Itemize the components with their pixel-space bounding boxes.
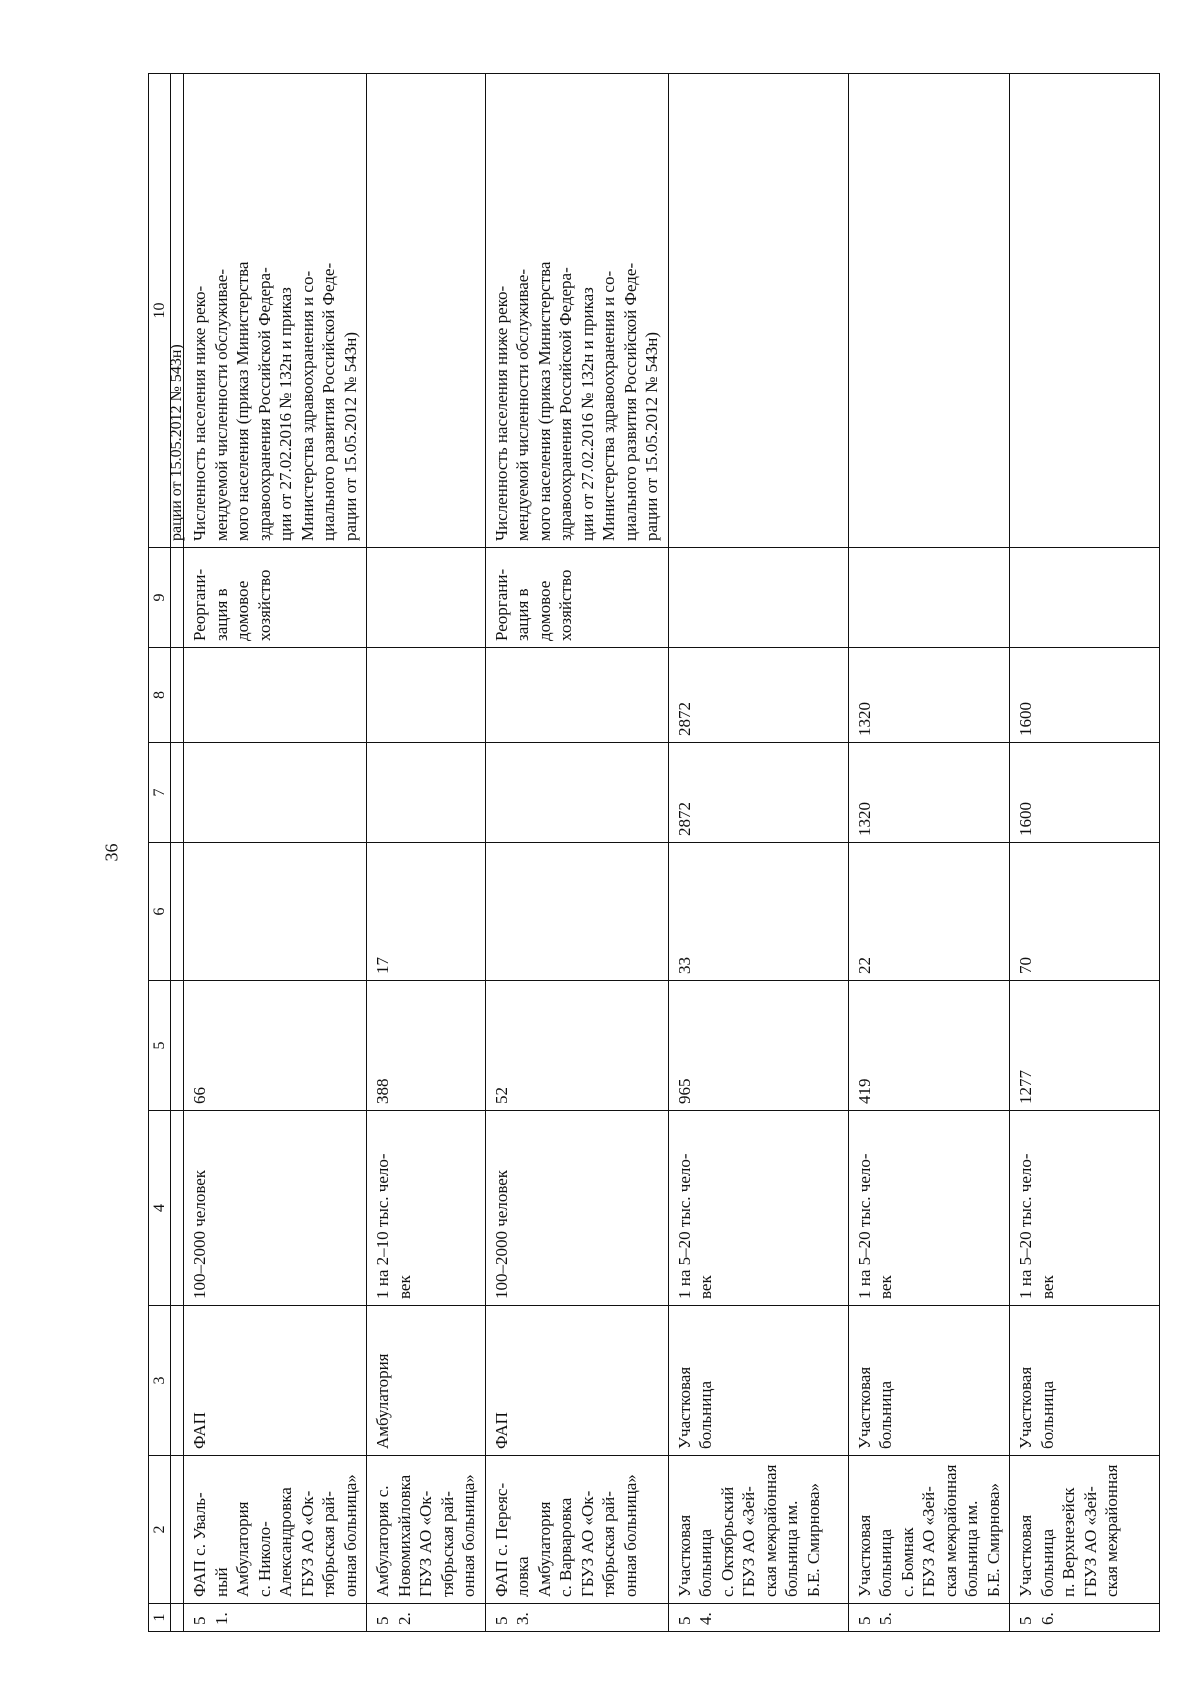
row-number: 55. <box>848 1604 1010 1632</box>
col9-action: Реоргани- зация в домовое хозяйство <box>485 548 668 648</box>
col6-value: 17 <box>367 843 486 981</box>
col8-value <box>485 648 668 743</box>
col5-value: 965 <box>668 981 848 1111</box>
table-row <box>485 74 668 1632</box>
col7-value: 1600 <box>1010 743 1160 843</box>
institution-type: Участковая больница <box>1010 1306 1160 1456</box>
header-row <box>149 74 171 1632</box>
col9-action <box>1010 548 1160 648</box>
col5-value: 1277 <box>1010 981 1160 1111</box>
institution-type: Участковая больница <box>848 1306 1010 1456</box>
table-row <box>848 74 1010 1632</box>
col9-action <box>367 548 486 648</box>
column-header: 2 <box>149 1456 171 1604</box>
col5-value: 66 <box>184 981 367 1111</box>
norm-text: 100–2000 человек <box>485 1111 668 1306</box>
col10-justification <box>1010 74 1160 548</box>
column-header: 6 <box>149 843 171 981</box>
col7-value <box>485 743 668 843</box>
institution-type: Амбулатория <box>367 1306 486 1456</box>
column-header: 1 <box>149 1604 171 1632</box>
institution-name: Участковая больница п. Верхнезейск ГБУЗ АО «Зей- ская межрайонная <box>1010 1456 1160 1604</box>
col5-value: 388 <box>367 981 486 1111</box>
col6-value: 22 <box>848 843 1010 981</box>
institution-name: ФАП с. Уваль- ный Амбулатория с. Николо- Александровка ГБУЗ АО «Ок- тябрьская рай- онная больница» <box>184 1456 367 1604</box>
column-header: 5 <box>149 981 171 1111</box>
institution-name: Амбулатория с. Новомихайловка ГБУЗ АО «Ок- тябрьская рай- онная больница» <box>367 1456 486 1604</box>
table-row <box>668 74 848 1632</box>
row-number: 54. <box>668 1604 848 1632</box>
col6-value <box>184 843 367 981</box>
table-row <box>367 74 486 1632</box>
col7-value: 2872 <box>668 743 848 843</box>
column-header: 3 <box>149 1306 171 1456</box>
institution-type: Участковая больница <box>668 1306 848 1456</box>
col5-value: 52 <box>485 981 668 1111</box>
institution-type: ФАП <box>485 1306 668 1456</box>
col6-value <box>485 843 668 981</box>
col6-value: 33 <box>668 843 848 981</box>
col5-value: 419 <box>848 981 1010 1111</box>
col6-value: 70 <box>1010 843 1160 981</box>
col10-justification <box>848 74 1010 548</box>
column-header: 4 <box>149 1111 171 1306</box>
col10-justification: Численность населения ниже реко- мендуемой численности обслуживае- мого населения (приказ Министерства здравоохранения Российской Федера- ции от 27.02.2016 № 132н и приказ Министерства здравоохранения и со- циального развития Российской Феде- рации от 15.05.2012 № 543н) <box>184 74 367 548</box>
row-number: 52. <box>367 1604 486 1632</box>
norm-text: 1 на 5–20 тыс. чело- век <box>668 1111 848 1306</box>
col10-justification <box>668 74 848 548</box>
institution-name: Участковая больница с. Октябрьский ГБУЗ АО «Зей- ская межрайонная больница им. Б.Е. Смирнова» <box>668 1456 848 1604</box>
row-number: 51. <box>184 1604 367 1632</box>
column-header: 10 <box>149 74 171 548</box>
col8-value: 1320 <box>848 648 1010 743</box>
row-number: 53. <box>485 1604 668 1632</box>
continuation-note: рации от 15.05.2012 № 543н) <box>171 74 184 548</box>
norm-text: 1 на 5–20 тыс. чело- век <box>1010 1111 1160 1306</box>
col7-value: 1320 <box>848 743 1010 843</box>
data-table <box>148 73 1160 1632</box>
column-header: 8 <box>149 648 171 743</box>
table-body <box>184 74 1160 1632</box>
institution-name: Участковая больница с. Бомнак ГБУЗ АО «Зей- ская межрайонная больница им. Б.Е. Смирнова» <box>848 1456 1010 1604</box>
col9-action: Реоргани- зация в домовое хозяйство <box>184 548 367 648</box>
col8-value <box>184 648 367 743</box>
col8-value: 2872 <box>668 648 848 743</box>
col7-value <box>184 743 367 843</box>
norm-text: 1 на 5–20 тыс. чело- век <box>848 1111 1010 1306</box>
rotated-table-wrapper <box>148 74 1121 1632</box>
col8-value: 1600 <box>1010 648 1160 743</box>
col8-value <box>367 648 486 743</box>
col10-justification: Численность населения ниже реко- мендуемой численности обслуживае- мого населения (приказ Министерства здравоохранения Российской Федера- ции от 27.02.2016 № 132н и приказ Министерства здравоохранения и со- циального развития Российской Феде- рации от 15.05.2012 № 543н) <box>485 74 668 548</box>
col9-action <box>668 548 848 648</box>
table-row <box>1010 74 1160 1632</box>
column-header: 9 <box>149 548 171 648</box>
norm-text: 100–2000 человек <box>184 1111 367 1306</box>
col7-value <box>367 743 486 843</box>
institution-type: ФАП <box>184 1306 367 1456</box>
column-header: 7 <box>149 743 171 843</box>
page-number: 36 <box>101 843 122 862</box>
institution-name: ФАП с. Переяс- ловка Амбулатория с. Варваровка ГБУЗ АО «Ок- тябрьская рай- онная больница» <box>485 1456 668 1604</box>
col10-justification <box>367 74 486 548</box>
table-row <box>184 74 367 1632</box>
continuation-row <box>171 74 184 1632</box>
col9-action <box>848 548 1010 648</box>
row-number: 56. <box>1010 1604 1160 1632</box>
norm-text: 1 на 2–10 тыс. чело- век <box>367 1111 486 1306</box>
